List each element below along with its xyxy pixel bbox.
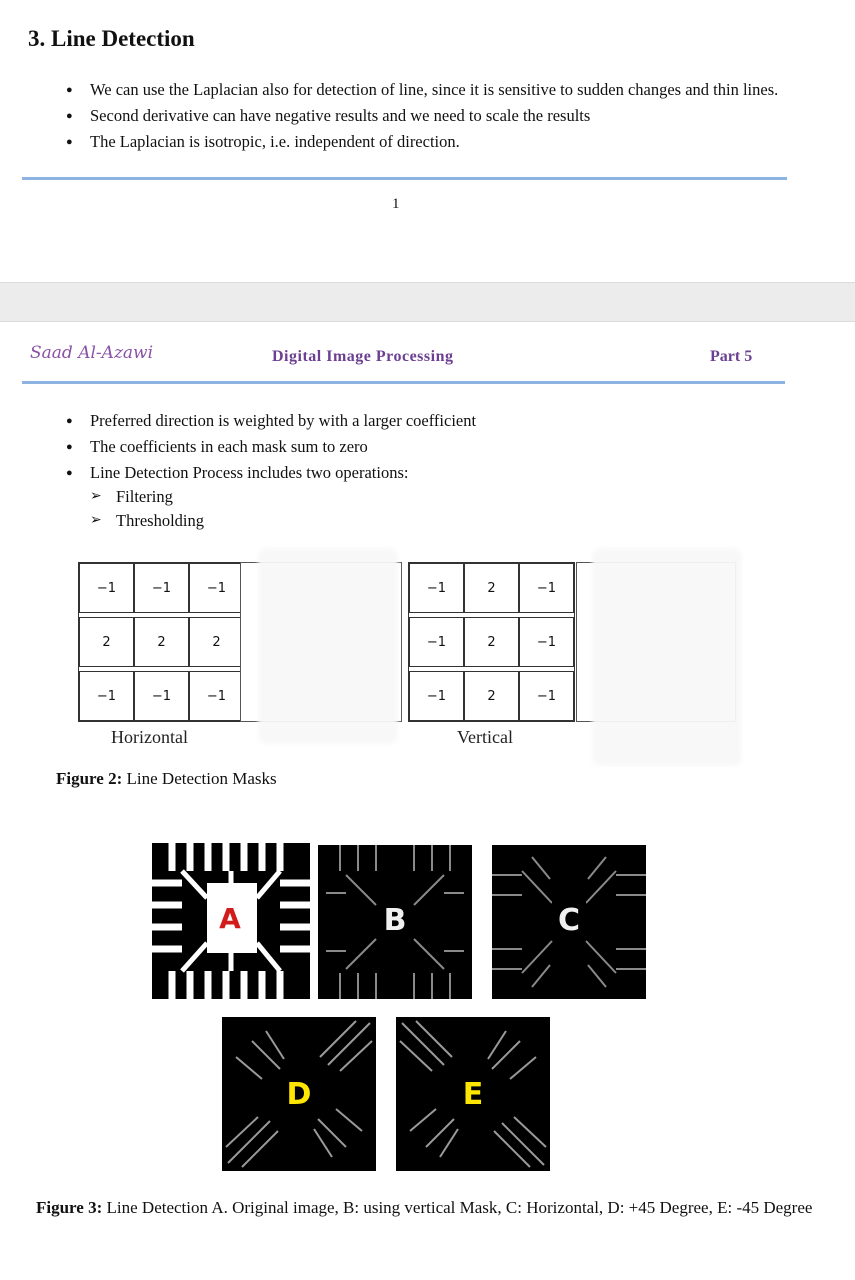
vertical-label: Vertical (457, 727, 513, 747)
mask-cell: 2 (134, 617, 189, 667)
mask-cell: 2 (464, 617, 519, 667)
mask-cell: −1 (519, 563, 574, 613)
tile-horizontal-mask (492, 845, 646, 999)
redaction-smudge (592, 548, 742, 766)
list-item: ➢ Thresholding (88, 509, 488, 533)
author-signature: Saad Al-Azawi (30, 343, 154, 363)
footer-rule (22, 177, 787, 180)
header-part: Part 5 (710, 348, 753, 365)
figure2-caption (56, 769, 277, 789)
tile-c-letter: C (552, 901, 586, 941)
list-item: ➢ Filtering (88, 485, 488, 509)
mask-cell: −1 (519, 617, 574, 667)
section-heading: 3. Line Detection (28, 26, 195, 51)
bullet-list-1 (66, 77, 786, 155)
figure2-text: Line Detection Masks (122, 769, 277, 788)
page-number: 1 (392, 196, 400, 212)
list-item: ● We can use the Laplacian also for detection of line, since it is sensitive to sudden changes and thin lines. (66, 77, 786, 103)
mask-cell: 2 (464, 671, 519, 721)
sub-list (88, 485, 488, 533)
horizontal-label: Horizontal (111, 727, 188, 747)
figure3-caption (36, 1195, 850, 1220)
tile-d-letter: D (282, 1075, 316, 1115)
mask-cell: −1 (134, 563, 189, 613)
list-item: ● Second derivative can have negative results and we need to scale the results (66, 103, 786, 129)
figure2-label: Figure 2: (56, 769, 123, 788)
mask-cell: −1 (409, 563, 464, 613)
list-item: ● Line Detection Process includes two operations: (66, 460, 786, 486)
tile-vertical-mask (318, 845, 472, 999)
mask-cell: −1 (409, 617, 464, 667)
horizontal-mask (78, 562, 245, 722)
mask-cell: −1 (79, 671, 134, 721)
tile-b-letter: B (378, 901, 412, 941)
tile-e-letter: E (456, 1075, 490, 1115)
mask-cell: 2 (189, 617, 244, 667)
header-rule (22, 381, 785, 384)
redaction-smudge (258, 548, 398, 744)
mask-cell: −1 (189, 563, 244, 613)
figure3-text: Line Detection A. Original image, B: using vertical Mask, C: Horizontal, D: +45 Degree, E: -45 Degree (102, 1198, 813, 1217)
page-gap (0, 282, 855, 322)
mask-cell: −1 (134, 671, 189, 721)
mask-cell: 2 (79, 617, 134, 667)
list-item: ● The Laplacian is isotropic, i.e. independent of direction. (66, 129, 786, 155)
header-title: Digital Image Processing (272, 348, 454, 365)
list-item: ● Preferred direction is weighted by with a larger coefficient (66, 408, 786, 434)
list-item: ● The coefficients in each mask sum to zero (66, 434, 786, 460)
figure3-label: Figure 3: (36, 1198, 103, 1217)
tile-original (152, 843, 310, 999)
mask-cell: −1 (189, 671, 244, 721)
bullet-list-2 (66, 408, 786, 486)
mask-cell: −1 (409, 671, 464, 721)
tile-plus45-mask (222, 1017, 376, 1171)
mask-cell: −1 (519, 671, 574, 721)
tile-a-letter: A (210, 899, 250, 939)
mask-cell: 2 (464, 563, 519, 613)
mask-cell: −1 (79, 563, 134, 613)
vertical-mask (408, 562, 575, 722)
tile-minus45-mask (396, 1017, 550, 1171)
